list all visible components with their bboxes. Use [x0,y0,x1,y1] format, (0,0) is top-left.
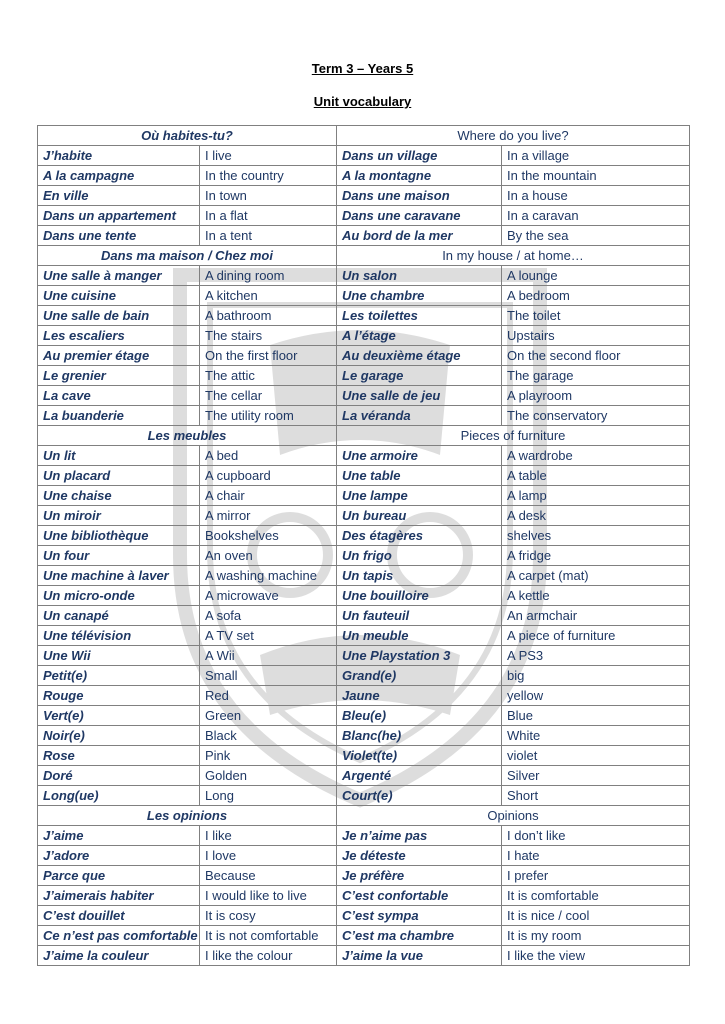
french-term: Je n’aime pas [337,826,502,846]
table-row [38,586,690,606]
table-row [38,186,690,206]
table-row [38,706,690,726]
french-term: A la campagne [38,166,200,186]
english-translation: I would like to live [200,886,337,906]
table-row [38,546,690,566]
english-translation: A washing machine [200,566,337,586]
english-translation: The stairs [200,326,337,346]
french-term: Doré [38,766,200,786]
english-translation: A table [502,466,690,486]
french-term: La véranda [337,406,502,426]
english-translation: Because [200,866,337,886]
french-term: Une Playstation 3 [337,646,502,666]
english-translation: It is nice / cool [502,906,690,926]
french-term: Je préfère [337,866,502,886]
french-term: Une cuisine [38,286,200,306]
french-term: Un miroir [38,506,200,526]
english-translation: A lounge [502,266,690,286]
section-heading-en: Pieces of furniture [337,426,690,446]
table-row [38,326,690,346]
english-translation: A carpet (mat) [502,566,690,586]
english-translation: I like [200,826,337,846]
french-term: J’aime [38,826,200,846]
english-translation: A desk [502,506,690,526]
table-row [38,146,690,166]
french-term: Les toilettes [337,306,502,326]
french-term: Grand(e) [337,666,502,686]
english-translation: A lamp [502,486,690,506]
english-translation: Upstairs [502,326,690,346]
table-row [38,466,690,486]
english-translation: A wardrobe [502,446,690,466]
french-term: Un fauteuil [337,606,502,626]
french-term: Rouge [38,686,200,706]
section-heading-fr: Où habites-tu? [38,126,337,146]
english-translation: I like the colour [200,946,337,966]
english-translation: I like the view [502,946,690,966]
english-translation: A fridge [502,546,690,566]
english-translation: Black [200,726,337,746]
section-heading-en: In my house / at home… [337,246,690,266]
english-translation: Long [200,786,337,806]
english-translation: The utility room [200,406,337,426]
table-row [38,826,690,846]
section-header-row [38,426,690,446]
french-term: Dans une tente [38,226,200,246]
table-row [38,406,690,426]
french-term: Parce que [38,866,200,886]
english-translation: An oven [200,546,337,566]
french-term: Violet(te) [337,746,502,766]
french-term: Dans une caravane [337,206,502,226]
table-row [38,786,690,806]
english-translation: I live [200,146,337,166]
english-translation: By the sea [502,226,690,246]
table-row [38,526,690,546]
french-term: Vert(e) [38,706,200,726]
english-translation: violet [502,746,690,766]
english-translation: It is comfortable [502,886,690,906]
table-row [38,646,690,666]
french-term: Un meuble [337,626,502,646]
table-row [38,866,690,886]
french-term: Une salle de jeu [337,386,502,406]
english-translation: The cellar [200,386,337,406]
page-subtitle: Unit vocabulary [313,94,412,109]
french-term: Le garage [337,366,502,386]
table-row [38,886,690,906]
french-term: J’aime la vue [337,946,502,966]
section-heading-fr: Les opinions [38,806,337,826]
french-term: Je déteste [337,846,502,866]
table-row [38,686,690,706]
english-translation: Red [200,686,337,706]
french-term: Un placard [38,466,200,486]
english-translation: On the second floor [502,346,690,366]
french-term: Dans une maison [337,186,502,206]
table-row [38,226,690,246]
english-translation: A playroom [502,386,690,406]
section-heading-fr: Dans ma maison / Chez moi [38,246,337,266]
french-term: Un canapé [38,606,200,626]
table-row [38,566,690,586]
english-translation: Bookshelves [200,526,337,546]
english-translation: In a house [502,186,690,206]
french-term: Une chaise [38,486,200,506]
english-translation: In the mountain [502,166,690,186]
french-term: Court(e) [337,786,502,806]
french-term: Long(ue) [38,786,200,806]
english-translation: On the first floor [200,346,337,366]
section-header-row [38,246,690,266]
table-row [38,766,690,786]
french-term: Une bouilloire [337,586,502,606]
french-term: Une armoire [337,446,502,466]
english-translation: A TV set [200,626,337,646]
french-term: En ville [38,186,200,206]
table-row [38,946,690,966]
french-term: Un tapis [337,566,502,586]
english-translation: In the country [200,166,337,186]
table-row [38,606,690,626]
table-row [38,506,690,526]
french-term: Une salle de bain [38,306,200,326]
french-term: J’aimerais habiter [38,886,200,906]
french-term: C’est confortable [337,886,502,906]
english-translation: A chair [200,486,337,506]
french-term: C’est ma chambre [337,926,502,946]
english-translation: In town [200,186,337,206]
english-translation: shelves [502,526,690,546]
french-term: Les escaliers [38,326,200,346]
english-translation: In a caravan [502,206,690,226]
english-translation: Small [200,666,337,686]
english-translation: It is not comfortable [200,926,337,946]
english-translation: In a tent [200,226,337,246]
table-row [38,166,690,186]
table-row [38,926,690,946]
french-term: Un salon [337,266,502,286]
table-row [38,366,690,386]
table-row [38,486,690,506]
french-term: Noir(e) [38,726,200,746]
english-translation: Blue [502,706,690,726]
english-translation: The garage [502,366,690,386]
english-translation: A sofa [200,606,337,626]
french-term: Argenté [337,766,502,786]
english-translation: I don’t like [502,826,690,846]
french-term: Blanc(he) [337,726,502,746]
english-translation: In a village [502,146,690,166]
english-translation: A piece of furniture [502,626,690,646]
french-term: Une chambre [337,286,502,306]
english-translation: In a flat [200,206,337,226]
french-term: Jaune [337,686,502,706]
french-term: Une bibliothèque [38,526,200,546]
english-translation: Golden [200,766,337,786]
french-term: Une Wii [38,646,200,666]
english-translation: I hate [502,846,690,866]
section-header-row [38,806,690,826]
french-term: J’habite [38,146,200,166]
english-translation: big [502,666,690,686]
english-translation: The conservatory [502,406,690,426]
french-term: Rose [38,746,200,766]
french-term: Le grenier [38,366,200,386]
french-term: Une lampe [337,486,502,506]
table-row [38,666,690,686]
english-translation: It is my room [502,926,690,946]
english-translation: Pink [200,746,337,766]
english-translation: A PS3 [502,646,690,666]
table-row [38,286,690,306]
french-term: Un four [38,546,200,566]
section-heading-fr: Les meubles [38,426,337,446]
french-term: Petit(e) [38,666,200,686]
french-term: Un frigo [337,546,502,566]
table-row [38,746,690,766]
english-translation: A kitchen [200,286,337,306]
english-translation: It is cosy [200,906,337,926]
french-term: Une salle à manger [38,266,200,286]
french-term: Au deuxième étage [337,346,502,366]
english-translation: A bedroom [502,286,690,306]
table-row [38,626,690,646]
english-translation: A bathroom [200,306,337,326]
french-term: A la montagne [337,166,502,186]
table-row [38,206,690,226]
french-term: Une télévision [38,626,200,646]
french-term: Une machine à laver [38,566,200,586]
french-term: J’aime la couleur [38,946,200,966]
vocabulary-table [37,125,690,966]
table-row [38,346,690,366]
table-row [38,386,690,406]
table-row [38,306,690,326]
english-translation: A dining room [200,266,337,286]
french-term: Au premier étage [38,346,200,366]
english-translation: A kettle [502,586,690,606]
english-translation: Short [502,786,690,806]
english-translation: Green [200,706,337,726]
french-term: Un micro-onde [38,586,200,606]
french-term: Des étagères [337,526,502,546]
page-title: Term 3 – Years 5 [311,61,414,76]
english-translation: White [502,726,690,746]
english-translation: The toilet [502,306,690,326]
table-row [38,906,690,926]
french-term: Une table [337,466,502,486]
table-row [38,266,690,286]
table-row [38,446,690,466]
section-header-row [38,126,690,146]
french-term: Ce n’est pas comfortable [38,926,200,946]
english-translation: A mirror [200,506,337,526]
english-translation: A bed [200,446,337,466]
table-row [38,726,690,746]
french-term: Bleu(e) [337,706,502,726]
french-term: Un bureau [337,506,502,526]
french-term: A l’étage [337,326,502,346]
english-translation: A Wii [200,646,337,666]
french-term: C’est sympa [337,906,502,926]
english-translation: yellow [502,686,690,706]
english-translation: A microwave [200,586,337,606]
english-translation: A cupboard [200,466,337,486]
french-term: Dans un appartement [38,206,200,226]
section-heading-en: Where do you live? [337,126,690,146]
french-term: Dans un village [337,146,502,166]
french-term: Au bord de la mer [337,226,502,246]
english-translation: I prefer [502,866,690,886]
french-term: J’adore [38,846,200,866]
english-translation: I love [200,846,337,866]
english-translation: Silver [502,766,690,786]
french-term: C’est douillet [38,906,200,926]
english-translation: The attic [200,366,337,386]
french-term: La cave [38,386,200,406]
french-term: La buanderie [38,406,200,426]
table-row [38,846,690,866]
english-translation: An armchair [502,606,690,626]
section-heading-en: Opinions [337,806,690,826]
french-term: Un lit [38,446,200,466]
